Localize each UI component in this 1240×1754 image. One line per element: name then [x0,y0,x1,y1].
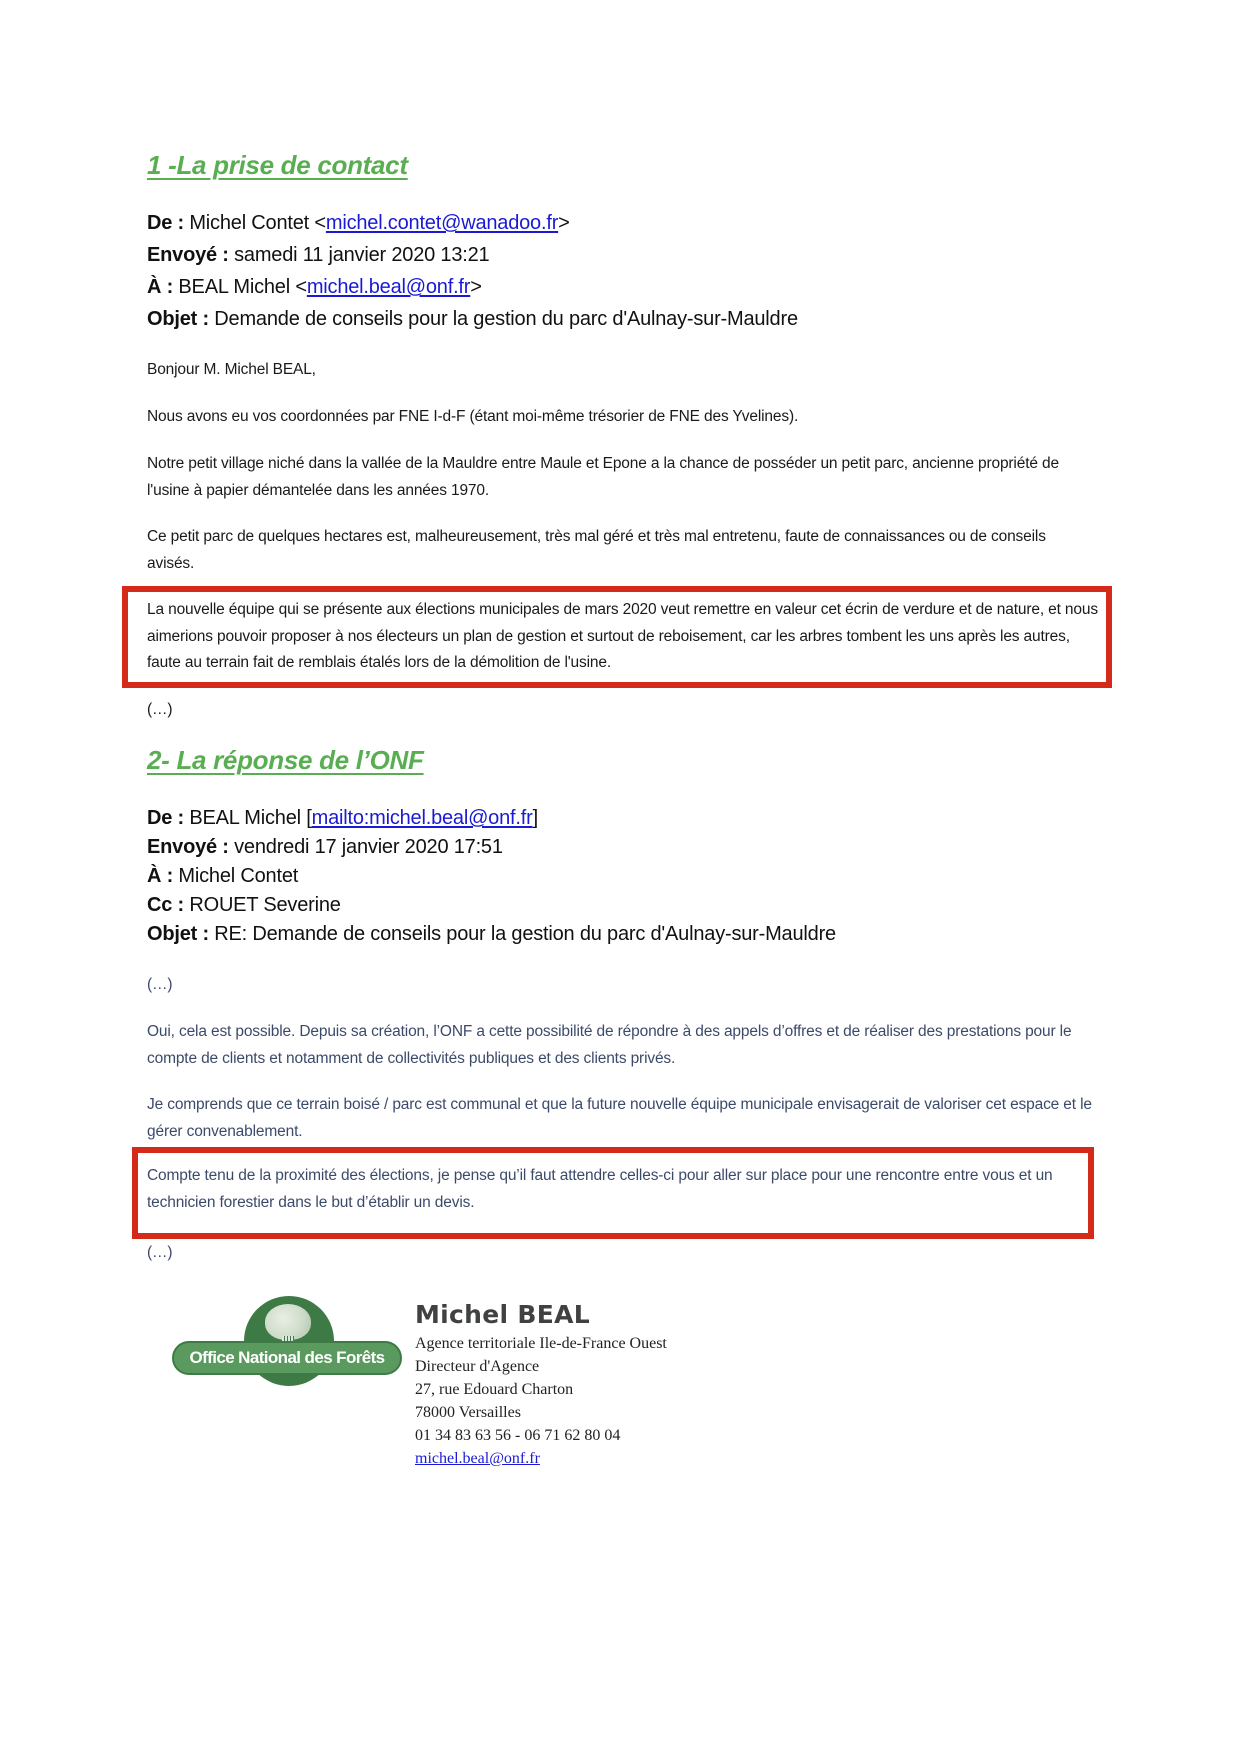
onf-logo [172,1296,402,1388]
to-label: À : [147,865,174,887]
from-mailto-link[interactable]: mailto:michel.beal@onf.fr [311,807,533,829]
from-label: De : [147,212,184,234]
ellipsis: (…) [147,1244,173,1261]
to-close: > [470,276,482,298]
subject-label: Objet : [147,923,209,945]
email2-paragraph: Oui, cela est possible. Depuis sa création, l’ONF a cette possibilité de répondre à des appels d’offres et de réaliser des prestations pour le compte de clients et notamment de collectivités publiques et des clients privés. [147,1023,1072,1067]
email1-subject-line [147,308,798,331]
email1-to-line [147,276,482,299]
subject-value: Demande de conseils pour la gestion du parc d'Aulnay-sur-Mauldre [208,308,798,330]
to-email-link[interactable]: michel.beal@onf.fr [306,276,471,298]
from-close: > [558,212,570,234]
cc-value: ROUET Severine [183,894,341,916]
from-email-link[interactable]: michel.contet@wanadoo.fr [325,212,559,234]
section-title-onf-response: 2- La réponse de l’ONF [147,745,424,775]
from-name: Michel Contet < [183,212,326,234]
email1-paragraph: Notre petit village niché dans la vallée de la Mauldre entre Maule et Epone a la chance de posséder un petit parc, ancienne propriété de l'usine à papier démantelée dans les années 1970. [147,455,1059,499]
logo-text: Office National des Forêts [172,1341,402,1375]
email2-sent-line [147,836,503,859]
to-label: À : [147,276,174,298]
from-name: BEAL Michel [ [183,807,312,829]
email1-highlighted-paragraph: La nouvelle équipe qui se présente aux élections municipales de mars 2020 veut remettre en valeur cet écrin de verdure et de nature, et nous aimerions pouvoir proposer à nos électeurs un plan de gestion et surtout de reboisement, car les arbres tombent les uns après les autres, faute au terrain fait de remblais étalés lors de la démolition de l'usine. [147,601,1098,671]
email1-sent-line [147,244,489,267]
from-label: De : [147,807,184,829]
subject-value: RE: Demande de conseils pour la gestion du parc d'Aulnay-sur-Mauldre [208,923,836,945]
email2-subject-line [147,923,836,946]
email2-to-line [147,865,298,888]
section-title-contact: 1 -La prise de contact [147,150,408,180]
email2-from-line [147,807,538,830]
sent-value: samedi 11 janvier 2020 13:21 [228,244,490,266]
email2-paragraph: Je comprends que ce terrain boisé / parc est communal et que la future nouvelle équipe municipale envisagerait de valoriser cet espace et le gérer convenablement. [147,1096,1092,1140]
signature-phone: 01 34 83 63 56 - 06 71 62 80 04 [415,1427,621,1444]
email1-from-line [147,212,570,235]
email2-highlighted-paragraph: Compte tenu de la proximité des élections, je pense qu’il faut attendre celles-ci pour aller sur place pour une rencontre entre vous et un technicien forestier dans le but d’établir un devis. [147,1167,1053,1211]
signature-email-link[interactable]: michel.beal@onf.fr [415,1450,540,1467]
cc-label: Cc : [147,894,184,916]
signature-city: 78000 Versailles [415,1404,521,1421]
signature-name: Michel BEAL [415,1300,591,1329]
from-close: ] [532,807,538,829]
signature-role: Directeur d'Agence [415,1358,540,1375]
subject-label: Objet : [147,308,209,330]
email1-paragraph: Ce petit parc de quelques hectares est, malheureusement, très mal géré et très mal entretenu, faute de connaissances ou de conseils avisés. [147,528,1046,572]
sent-label: Envoyé : [147,244,229,266]
ellipsis: (…) [147,976,173,993]
sent-label: Envoyé : [147,836,229,858]
tree-icon [265,1304,311,1340]
signature-agency: Agence territoriale Ile-de-France Ouest [415,1335,667,1352]
ellipsis: (…) [147,701,173,718]
email2-cc-line [147,894,341,917]
to-name: BEAL Michel < [173,276,307,298]
sent-value: vendredi 17 janvier 2020 17:51 [228,836,503,858]
to-value: Michel Contet [173,865,299,887]
email1-greeting: Bonjour M. Michel BEAL, [147,361,316,378]
email1-paragraph: Nous avons eu vos coordonnées par FNE I-d-F (étant moi-même trésorier de FNE des Yvelines). [147,408,799,425]
signature-address: 27, rue Edouard Charton [415,1381,574,1398]
